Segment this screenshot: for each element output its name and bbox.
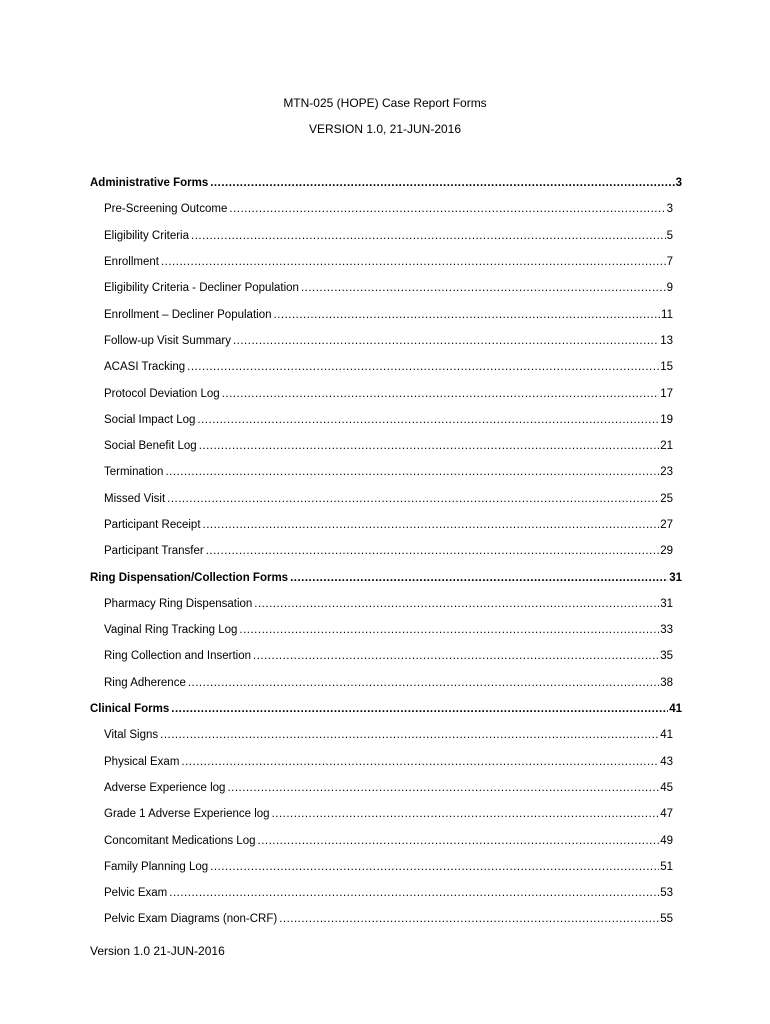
toc-label: Physical Exam	[104, 755, 180, 768]
toc-page-number: 21	[660, 440, 673, 453]
toc-page-number: 41	[660, 729, 673, 742]
toc-dot-leader	[253, 650, 659, 662]
toc-entry-row[interactable]	[90, 223, 682, 249]
toc-dot-leader	[167, 493, 659, 505]
toc-entry-row[interactable]	[90, 643, 682, 669]
toc-page-number: 29	[660, 545, 673, 558]
toc-label: Enrollment	[104, 256, 159, 269]
toc-entry-row[interactable]	[90, 722, 682, 748]
toc-page-number: 53	[660, 887, 673, 900]
toc-dot-leader	[191, 230, 666, 242]
toc-label: Pelvic Exam Diagrams (non-CRF)	[104, 913, 278, 926]
toc-entry-row[interactable]	[90, 380, 682, 406]
toc-page-number: 31	[669, 571, 682, 584]
toc-dot-leader	[229, 203, 665, 215]
toc-entry-row[interactable]	[90, 670, 682, 696]
toc-entry-row[interactable]	[90, 827, 682, 853]
toc-entry-row[interactable]	[90, 459, 682, 485]
toc-label: Follow-up Visit Summary	[104, 334, 231, 347]
toc-entry-row[interactable]	[90, 617, 682, 643]
toc-label: Eligibility Criteria - Decliner Population	[104, 282, 299, 295]
toc-dot-leader	[169, 887, 659, 899]
toc-section-row[interactable]	[90, 696, 682, 722]
toc-dot-leader	[272, 808, 660, 820]
toc-label: Adverse Experience log	[104, 781, 226, 794]
toc-page-number: 38	[660, 676, 673, 689]
toc-dot-leader	[301, 282, 666, 294]
toc-dot-leader	[273, 309, 660, 321]
toc-page-number: 3	[666, 203, 673, 216]
toc-page-number: 31	[660, 597, 673, 610]
toc-dot-leader	[227, 782, 659, 794]
toc-label: Pre-Screening Outcome	[104, 203, 228, 216]
toc-page-number: 45	[660, 781, 673, 794]
toc-page-number: 25	[660, 492, 673, 505]
toc-page-number: 13	[660, 334, 673, 347]
toc-dot-leader	[258, 835, 660, 847]
toc-entry-row[interactable]	[90, 591, 682, 617]
toc-label: Eligibility Criteria	[104, 229, 189, 242]
toc-entry-row[interactable]	[90, 433, 682, 459]
toc-dot-leader	[160, 729, 659, 741]
toc-page-number: 7	[666, 256, 673, 269]
toc-label: Pelvic Exam	[104, 887, 168, 900]
toc-label: Protocol Deviation Log	[104, 387, 220, 400]
toc-label: Participant Receipt	[104, 519, 201, 531]
toc-entry-row[interactable]	[90, 249, 682, 275]
toc-label: Social Benefit Log	[104, 440, 197, 453]
toc-entry-row[interactable]	[90, 880, 682, 906]
toc-page-number: 19	[660, 413, 673, 426]
toc-page-number: 51	[660, 860, 673, 873]
toc-label: Participant Transfer	[104, 545, 204, 558]
toc-dot-leader	[210, 861, 659, 873]
toc-entry-row[interactable]	[90, 275, 682, 301]
toc-page-number: 15	[660, 361, 673, 374]
page-footer: Version 1.0 21-JUN-2016	[90, 944, 225, 958]
toc-label: Pharmacy Ring Dispensation	[104, 597, 253, 610]
toc-section-row[interactable]	[90, 170, 682, 196]
toc-label: Termination	[104, 466, 164, 479]
toc-label: Family Planning Log	[104, 860, 209, 873]
toc-page-number: 5	[666, 229, 673, 242]
toc-label: Clinical Forms	[90, 703, 170, 716]
toc-entry-row[interactable]	[90, 749, 682, 775]
toc-page-number: 43	[660, 755, 673, 768]
toc-page-number: 41	[669, 703, 682, 716]
toc-dot-leader	[188, 677, 659, 689]
toc-entry-row[interactable]	[90, 196, 682, 222]
toc-dot-leader	[279, 913, 659, 925]
table-of-contents	[90, 170, 682, 933]
toc-label: ACASI Tracking	[104, 361, 186, 374]
document-title: MTN-025 (HOPE) Case Report Forms	[283, 96, 487, 110]
toc-entry-row[interactable]	[90, 854, 682, 880]
document-version: VERSION 1.0, 21-JUN-2016	[308, 122, 462, 136]
toc-page-number: 23	[660, 466, 673, 479]
toc-dot-leader	[203, 519, 660, 531]
toc-dot-leader	[161, 256, 666, 268]
toc-label: Ring Dispensation/Collection Forms	[90, 571, 289, 584]
toc-page-number: 35	[660, 650, 673, 663]
toc-entry-row[interactable]	[90, 407, 682, 433]
toc-dot-leader	[239, 624, 659, 636]
toc-label: Vital Signs	[104, 729, 159, 742]
toc-entry-row[interactable]	[90, 301, 682, 327]
toc-dot-leader	[290, 572, 668, 584]
toc-label: Enrollment – Decliner Population	[104, 308, 272, 321]
toc-label: Concomitant Medications Log	[104, 834, 256, 847]
toc-entry-row[interactable]	[90, 512, 682, 538]
toc-page-number: 3	[675, 177, 682, 190]
toc-page-number: 9	[666, 282, 673, 295]
toc-dot-leader	[197, 414, 659, 426]
toc-dot-leader	[254, 598, 659, 610]
toc-page-number: 49	[660, 834, 673, 847]
toc-dot-leader	[210, 177, 674, 189]
toc-entry-row[interactable]	[90, 328, 682, 354]
toc-dot-leader	[206, 545, 659, 557]
toc-page-number: 27	[660, 519, 673, 531]
toc-label: Missed Visit	[104, 492, 166, 505]
toc-entry-row[interactable]	[90, 538, 682, 564]
toc-label: Grade 1 Adverse Experience log	[104, 808, 270, 821]
toc-page-number: 11	[661, 308, 673, 321]
toc-dot-leader	[181, 756, 659, 768]
toc-section-row[interactable]	[90, 564, 682, 590]
toc-page-number: 17	[660, 387, 673, 400]
toc-entry-row[interactable]	[90, 486, 682, 512]
toc-dot-leader	[199, 440, 660, 452]
toc-entry-row[interactable]	[90, 801, 682, 827]
toc-label: Administrative Forms	[90, 177, 209, 190]
toc-dot-leader	[233, 335, 659, 347]
toc-dot-leader	[187, 361, 659, 373]
toc-entry-row[interactable]	[90, 775, 682, 801]
toc-dot-leader	[222, 388, 659, 400]
toc-page-number: 47	[660, 808, 673, 821]
toc-page-number: 55	[660, 913, 673, 926]
toc-label: Ring Collection and Insertion	[104, 650, 252, 663]
toc-dot-leader	[165, 466, 659, 478]
toc-entry-row[interactable]	[90, 906, 682, 932]
toc-label: Vaginal Ring Tracking Log	[104, 624, 238, 637]
toc-label: Ring Adherence	[104, 676, 186, 689]
toc-label: Social Impact Log	[104, 413, 196, 426]
toc-dot-leader	[171, 703, 668, 715]
toc-entry-row[interactable]	[90, 354, 682, 380]
toc-page-number: 33	[660, 624, 673, 637]
